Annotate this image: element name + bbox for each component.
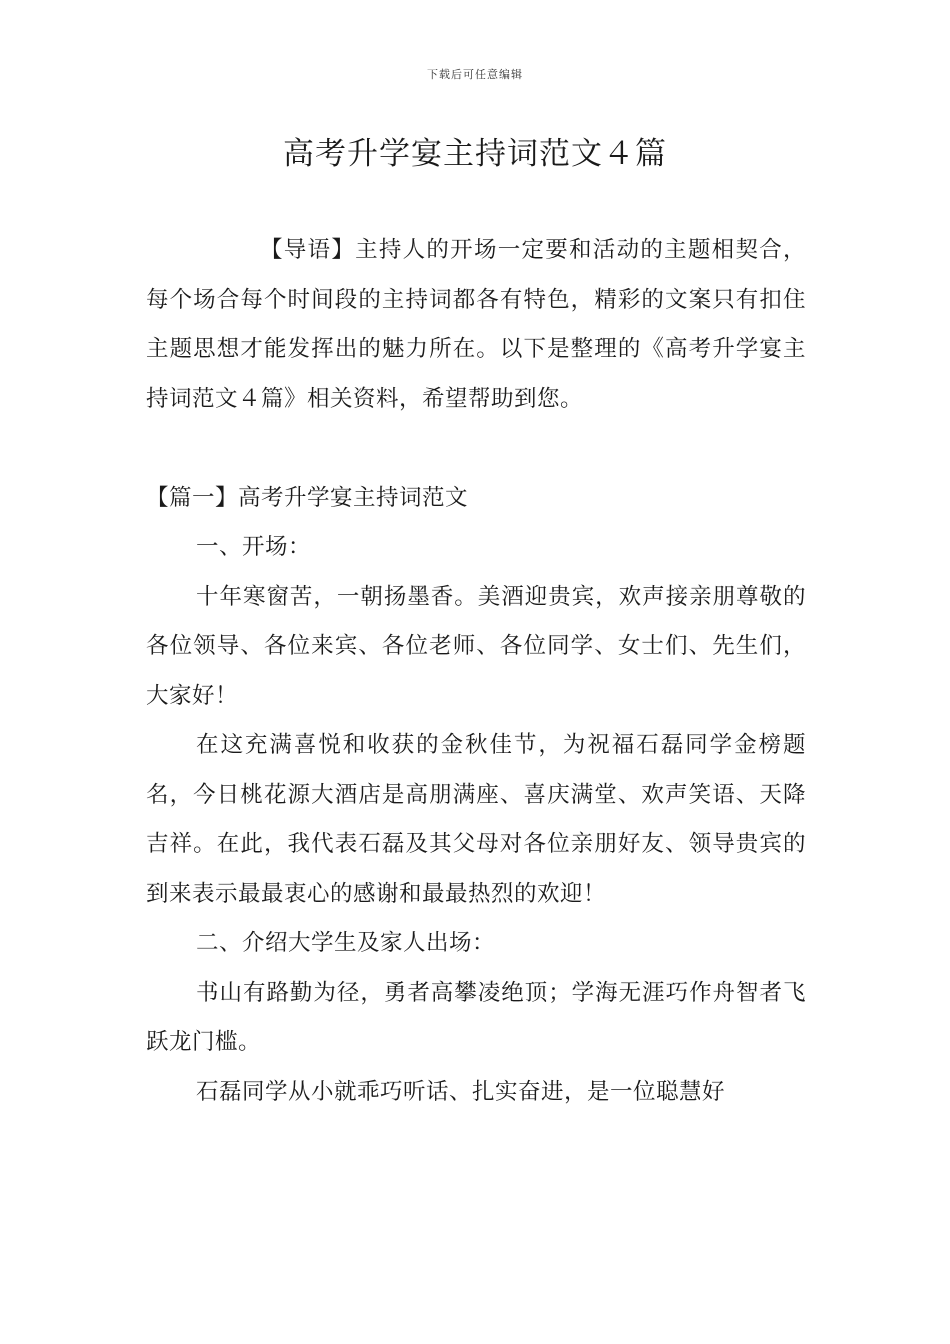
section-heading: 【篇一】高考升学宴主持词范文 [146,484,469,511]
subheading-opening: 一、开场： [196,534,312,560]
header-note: 下载后可任意编辑 [427,68,523,81]
body-paragraph: 石磊同学从小就乖巧听话、扎实奋进，是一位聪慧好 [196,1078,726,1105]
body-paragraph: 书山有路勤为径，勇者高攀凌绝顶；学海无涯巧作舟智者飞跃龙门槛。 [146,979,806,1055]
document-title: 高考升学宴主持词范文４篇 [283,136,667,172]
subheading-introduction: 二、介绍大学生及家人出场： [196,930,496,956]
body-paragraph: 在这充满喜悦和收获的金秋佳节，为祝福石磊同学金榜题名，今日桃花源大酒店是高朋满座、喜庆满堂、欢声笑语、天降吉祥。在此，我代表石磊及其父母对各位亲朋好友、领导贵宾的到来表示最最衷心的感谢和最最热烈的欢迎！ [146,732,806,907]
paragraph-gap [146,424,806,474]
intro-paragraph: 【导语】主持人的开场一定要和活动的主题相契合，每个场合每个时间段的主持词都各有特色，精彩的文案只有扣住主题思想才能发挥出的魅力所在。以下是整理的《高考升学宴主持词范文４篇》相关资料，希望帮助到您。 [146,237,806,412]
document-body [146,226,806,1117]
body-paragraph: 十年寒窗苦，一朝扬墨香。美酒迎贵宾，欢声接亲朋尊敬的各位领导、各位来宾、各位老师、各位同学、女士们、先生们，大家好！ [146,583,806,709]
